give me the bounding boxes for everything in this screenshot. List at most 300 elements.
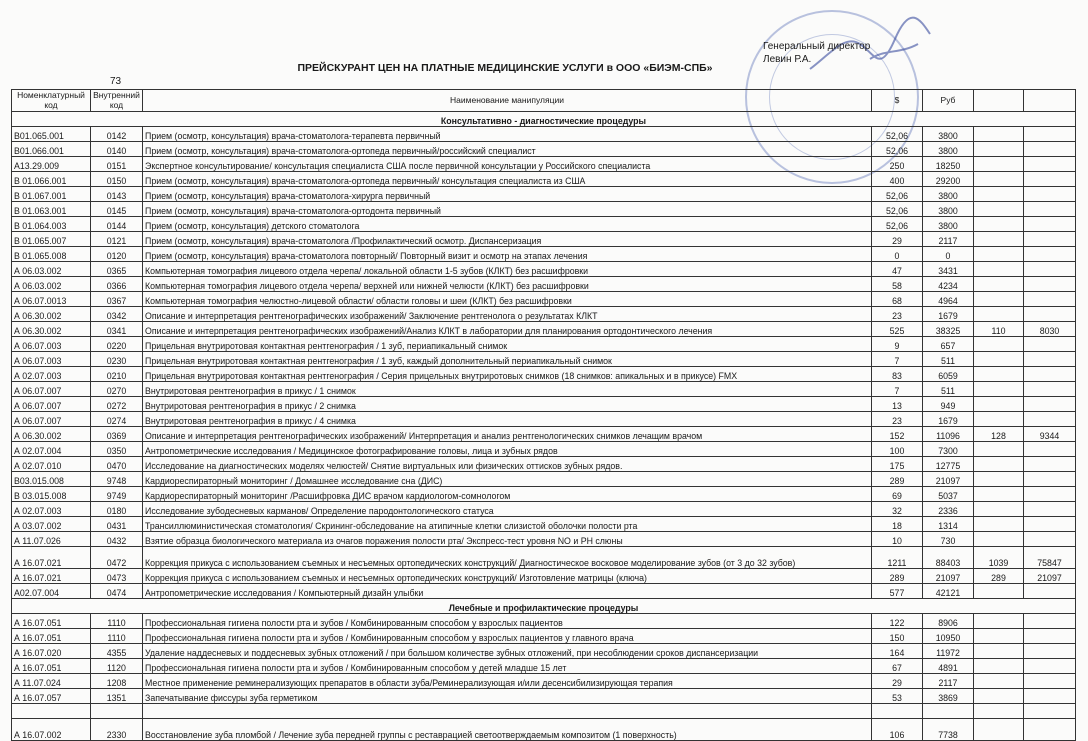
code-cell: А 06.07.003 [12,352,91,367]
code-cell: А 02.07.004 [12,442,91,457]
table-row [12,382,1076,397]
service-name-cell: Запечатывание фиссуры зуба герметиком [143,689,872,704]
price-usd-cell: 18 [872,517,923,532]
service-name-cell: Коррекция прикуса с использованием съемных и несъемных ортопедических конструкций/ Изготовление матрицы (ключа) [143,569,872,584]
service-name-cell: Удаление наддесневых и поддесневых зубных отложений / при большом количестве зубных отложений, при несоблюдении сроков диспансеризации [143,644,872,659]
extra-price-1-cell [974,487,1024,502]
extra-price-1-cell [974,187,1024,202]
extra-price-2-cell: 21097 [1024,569,1076,584]
price-usd-cell: 58 [872,277,923,292]
price-rub-cell: 1679 [923,412,974,427]
price-usd-cell: 7 [872,382,923,397]
table-row [12,352,1076,367]
extra-price-1-cell [974,292,1024,307]
internal-code-cell: 0474 [91,584,143,599]
header-rub: Руб [923,90,974,112]
extra-price-2-cell [1024,532,1076,547]
extra-price-1-cell [974,659,1024,674]
price-usd-cell: 150 [872,629,923,644]
internal-code-cell: 0365 [91,262,143,277]
price-usd-cell: 100 [872,442,923,457]
blank-cell [1024,704,1076,719]
price-rub-cell: 2117 [923,674,974,689]
price-rub-cell: 0 [923,247,974,262]
price-rub-cell: 730 [923,532,974,547]
price-usd-cell: 525 [872,322,923,337]
extra-price-1-cell [974,262,1024,277]
extra-price-1-cell [974,232,1024,247]
header-internal-code: Внутренний код [91,90,143,112]
price-usd-cell: 400 [872,172,923,187]
section-row [12,599,1076,614]
extra-price-2-cell [1024,472,1076,487]
price-rub-cell: 11096 [923,427,974,442]
table-row [12,412,1076,427]
extra-price-2-cell [1024,397,1076,412]
service-name-cell: Прицельная внутриротовая контактная рентгенография / 1 зуб, периапикальный снимок [143,337,872,352]
price-usd-cell: 29 [872,674,923,689]
internal-code-cell: 0341 [91,322,143,337]
extra-price-2-cell [1024,689,1076,704]
table-row [12,547,1076,569]
extra-price-2-cell [1024,457,1076,472]
header-extra-2 [1024,90,1076,112]
table-row [12,277,1076,292]
extra-price-2-cell [1024,674,1076,689]
table-row [12,262,1076,277]
code-cell: В 01.064.003 [12,217,91,232]
extra-price-2-cell [1024,614,1076,629]
price-usd-cell: 122 [872,614,923,629]
extra-price-1-cell [974,532,1024,547]
code-cell: А 06.07.007 [12,382,91,397]
code-cell: В01.066.001 [12,142,91,157]
header-usd: $ [872,90,923,112]
price-usd-cell: 52,06 [872,187,923,202]
table-row [12,427,1076,442]
internal-code-cell: 0210 [91,367,143,382]
internal-code-cell: 0369 [91,427,143,442]
price-rub-cell: 3800 [923,142,974,157]
price-rub-cell: 21097 [923,569,974,584]
code-cell: А 06.30.002 [12,307,91,322]
extra-price-2-cell [1024,262,1076,277]
code-cell: В 01.065.008 [12,247,91,262]
price-rub-cell: 7300 [923,442,974,457]
price-rub-cell: 4891 [923,659,974,674]
internal-code-cell: 0470 [91,457,143,472]
code-cell: А13.29.009 [12,157,91,172]
internal-code-cell: 1351 [91,689,143,704]
extra-price-1-cell [974,644,1024,659]
code-cell: А 06.07.007 [12,397,91,412]
price-usd-cell: 152 [872,427,923,442]
extra-price-1-cell [974,247,1024,262]
extra-price-2-cell [1024,442,1076,457]
table-row [12,217,1076,232]
table-row [12,142,1076,157]
code-cell: А 16.07.057 [12,689,91,704]
price-usd-cell: 52,06 [872,142,923,157]
price-usd-cell: 47 [872,262,923,277]
service-name-cell: Антропометрические исследования / Компьютерный дизайн улыбки [143,584,872,599]
price-usd-cell: 68 [872,292,923,307]
extra-price-2-cell [1024,644,1076,659]
price-rub-cell: 2336 [923,502,974,517]
extra-price-1-cell: 289 [974,569,1024,584]
table-row [12,502,1076,517]
table-row [12,442,1076,457]
header-extra-1 [974,90,1024,112]
extra-price-1-cell [974,397,1024,412]
price-rub-cell: 1314 [923,517,974,532]
price-usd-cell: 1211 [872,547,923,569]
price-rub-cell: 18250 [923,157,974,172]
table-row [12,232,1076,247]
price-rub-cell: 29200 [923,172,974,187]
price-rub-cell: 8906 [923,614,974,629]
extra-price-1-cell [974,382,1024,397]
section-title: Лечебные и профилактические процедуры [12,599,1076,614]
table-row [12,517,1076,532]
code-cell: А 16.07.051 [12,659,91,674]
price-usd-cell: 52,06 [872,217,923,232]
code-cell: А 16.07.051 [12,629,91,644]
extra-price-2-cell [1024,292,1076,307]
extra-price-2-cell [1024,232,1076,247]
price-rub-cell: 511 [923,352,974,367]
extra-price-1-cell [974,217,1024,232]
internal-code-cell: 1110 [91,614,143,629]
price-rub-cell: 949 [923,397,974,412]
blank-cell [974,704,1024,719]
internal-code-cell: 0432 [91,532,143,547]
extra-price-1-cell [974,614,1024,629]
internal-code-cell: 0342 [91,307,143,322]
code-cell: А 06.07.007 [12,412,91,427]
blank-cell [143,704,872,719]
price-usd-cell: 7 [872,352,923,367]
extra-price-1-cell [974,337,1024,352]
internal-code-cell: 0431 [91,517,143,532]
price-rub-cell: 3800 [923,187,974,202]
extra-price-1-cell [974,719,1024,741]
price-usd-cell: 67 [872,659,923,674]
price-usd-cell: 0 [872,247,923,262]
price-rub-cell: 2117 [923,232,974,247]
price-usd-cell: 23 [872,412,923,427]
price-usd-cell: 577 [872,584,923,599]
price-rub-cell: 1679 [923,307,974,322]
service-name-cell: Исследование зубодесневых карманов/ Определение пародонтологического статуса [143,502,872,517]
extra-price-1-cell [974,629,1024,644]
price-usd-cell: 52,06 [872,202,923,217]
table-row [12,127,1076,142]
extra-price-1-cell [974,689,1024,704]
price-usd-cell: 10 [872,532,923,547]
code-cell: А 06.07.003 [12,337,91,352]
extra-price-1-cell [974,584,1024,599]
internal-code-cell: 0230 [91,352,143,367]
internal-code-cell: 4355 [91,644,143,659]
price-rub-cell: 6059 [923,367,974,382]
service-name-cell: Прием (осмотр, консультация) врача-стоматолога-хирурга первичный [143,187,872,202]
table-row [12,187,1076,202]
service-name-cell: Прием (осмотр, консультация) врача-стоматолога-ортодонта первичный [143,202,872,217]
extra-price-1-cell [974,367,1024,382]
code-cell: А 11.07.024 [12,674,91,689]
internal-code-cell: 0145 [91,202,143,217]
code-cell: А 11.07.026 [12,532,91,547]
extra-price-2-cell [1024,127,1076,142]
extra-price-1-cell [974,142,1024,157]
service-name-cell: Описание и интерпретация рентгенографических изображений/ Интерпретация и анализ рентгенологических снимков лечащим врачом [143,427,872,442]
price-usd-cell: 9 [872,337,923,352]
table-row [12,644,1076,659]
internal-code-cell: 0220 [91,337,143,352]
table-row [12,659,1076,674]
extra-price-1-cell [974,412,1024,427]
extra-price-1-cell [974,502,1024,517]
code-cell: А 06.03.002 [12,262,91,277]
code-cell: А 02.07.003 [12,367,91,382]
service-name-cell: Кардиореспираторный мониторинг / Домашнее исследование сна (ДИС) [143,472,872,487]
service-name-cell: Внутриротовая рентгенография в прикус / 2 снимка [143,397,872,412]
price-rub-cell: 657 [923,337,974,352]
price-rub-cell: 4964 [923,292,974,307]
internal-code-cell: 0151 [91,157,143,172]
table-row [12,457,1076,472]
price-rub-cell: 7738 [923,719,974,741]
table-row [12,292,1076,307]
extra-price-1-cell: 128 [974,427,1024,442]
extra-price-1-cell [974,674,1024,689]
internal-code-cell: 0270 [91,382,143,397]
table-row [12,472,1076,487]
director-title: Генеральный директор [763,41,871,52]
internal-code-cell: 2330 [91,719,143,741]
extra-price-2-cell: 75847 [1024,547,1076,569]
document-counter: 73 [110,76,122,87]
extra-price-1-cell [974,352,1024,367]
service-name-cell: Прием (осмотр, консультация) врача-стоматолога-терапевта первичный [143,127,872,142]
blank-row [12,704,1076,719]
extra-price-2-cell [1024,719,1076,741]
table-row [12,719,1076,741]
extra-price-1-cell [974,307,1024,322]
extra-price-2-cell [1024,217,1076,232]
extra-price-1-cell [974,442,1024,457]
table-row [12,202,1076,217]
price-rub-cell: 511 [923,382,974,397]
blank-cell [91,704,143,719]
code-cell: А02.07.004 [12,584,91,599]
price-usd-cell: 69 [872,487,923,502]
table-row [12,367,1076,382]
internal-code-cell: 0472 [91,547,143,569]
service-name-cell: Профессиональная гигиена полости рта и зубов / Комбинированным способом у детей младше 15 лет [143,659,872,674]
service-name-cell: Прием (осмотр, консультация) врача-стоматолога-ортопеда первичный/ консультация специалиста из США [143,172,872,187]
service-name-cell: Прицельная внутриротовая контактная рентгенография / Серия прицельных внутриротовых снимков (18 снимков: апикальных и в прикусе) FMX [143,367,872,382]
internal-code-cell: 0120 [91,247,143,262]
extra-price-1-cell [974,202,1024,217]
price-rub-cell: 12775 [923,457,974,472]
service-name-cell: Прием (осмотр, консультация) врача-стоматолога-ортопеда первичный/российский специалист [143,142,872,157]
table-row [12,487,1076,502]
code-cell: В 01.063.001 [12,202,91,217]
code-cell: В01.065.001 [12,127,91,142]
price-rub-cell: 10950 [923,629,974,644]
service-name-cell: Внутриротовая рентгенография в прикус / 4 снимка [143,412,872,427]
price-usd-cell: 250 [872,157,923,172]
price-rub-cell: 88403 [923,547,974,569]
service-name-cell: Компьютерная томография челюстно-лицевой области/ области головы и шеи (КЛКТ) без расшифровки [143,292,872,307]
director-name: Левин Р.А. [763,54,812,65]
table-row [12,397,1076,412]
extra-price-1-cell [974,127,1024,142]
extra-price-2-cell [1024,157,1076,172]
service-name-cell: Экспертное консультирование/ консультация специалиста США после первичной консультации у Российского специалиста [143,157,872,172]
internal-code-cell: 0144 [91,217,143,232]
price-rub-cell: 3869 [923,689,974,704]
internal-code-cell: 9749 [91,487,143,502]
service-name-cell: Внутриротовая рентгенография в прикус / 1 снимок [143,382,872,397]
price-usd-cell: 53 [872,689,923,704]
service-name-cell: Взятие образца биологического материала из очагов поражения полости рта/ Экспресс-тест уровня NO и PH слюны [143,532,872,547]
service-name-cell: Прицельная внутриротовая контактная рентгенография / 1 зуб, каждый дополнительный периапикальный снимок [143,352,872,367]
price-usd-cell: 106 [872,719,923,741]
internal-code-cell: 0180 [91,502,143,517]
internal-code-cell: 0140 [91,142,143,157]
table-row [12,172,1076,187]
price-usd-cell: 52,06 [872,127,923,142]
internal-code-cell: 0143 [91,187,143,202]
service-name-cell: Коррекция прикуса с использованием съемных и несъемных ортопедических конструкций/ Диагностическое восковое моделирование зубов (от 3 до 32 зубов) [143,547,872,569]
blank-cell [872,704,923,719]
extra-price-2-cell [1024,277,1076,292]
service-name-cell: Трансиллюминистическая стоматология/ Скрининг-обследование на атипичные клетки слизистой оболочки полости рта [143,517,872,532]
extra-price-2-cell [1024,584,1076,599]
extra-price-2-cell: 9344 [1024,427,1076,442]
price-rub-cell: 21097 [923,472,974,487]
code-cell: А 06.03.002 [12,277,91,292]
table-row [12,569,1076,584]
extra-price-2-cell [1024,337,1076,352]
table-row [12,674,1076,689]
price-usd-cell: 23 [872,307,923,322]
extra-price-2-cell [1024,172,1076,187]
table-row [12,247,1076,262]
code-cell: В 01.067.001 [12,187,91,202]
header-name: Наименование манипуляции [143,90,872,112]
code-cell: А 16.07.002 [12,719,91,741]
extra-price-1-cell [974,457,1024,472]
code-cell: В 01.066.001 [12,172,91,187]
code-cell: В 01.065.007 [12,232,91,247]
table-row [12,614,1076,629]
section-title: Консультативно - диагностические процедуры [12,112,1076,127]
price-usd-cell: 13 [872,397,923,412]
internal-code-cell: 0367 [91,292,143,307]
code-cell: А 16.07.020 [12,644,91,659]
internal-code-cell: 1110 [91,629,143,644]
extra-price-2-cell [1024,629,1076,644]
price-rub-cell: 38325 [923,322,974,337]
price-usd-cell: 164 [872,644,923,659]
internal-code-cell: 0350 [91,442,143,457]
internal-code-cell: 0150 [91,172,143,187]
internal-code-cell: 0272 [91,397,143,412]
table-row [12,307,1076,322]
price-rub-cell: 3431 [923,262,974,277]
table-row [12,157,1076,172]
extra-price-1-cell: 1039 [974,547,1024,569]
extra-price-2-cell [1024,352,1076,367]
service-name-cell: Компьютерная томография лицевого отдела черепа/ верхней или нижней челюсти (КЛКТ) без расшифровки [143,277,872,292]
extra-price-2-cell [1024,382,1076,397]
code-cell: А 06.30.002 [12,427,91,442]
extra-price-1-cell [974,517,1024,532]
price-table [11,89,1076,741]
service-name-cell: Прием (осмотр, консультация) врача-стоматолога повторный/ Повторный визит и осмотр на этапах лечения [143,247,872,262]
header-code: Номенклатурный код [12,90,91,112]
code-cell: В03.015.008 [12,472,91,487]
code-cell: А 16.07.021 [12,547,91,569]
blank-cell [12,704,91,719]
extra-price-2-cell [1024,187,1076,202]
extra-price-2-cell [1024,502,1076,517]
extra-price-2-cell [1024,142,1076,157]
service-name-cell: Компьютерная томография лицевого отдела черепа/ локальной области 1-5 зубов (КЛКТ) без расшифровки [143,262,872,277]
price-rub-cell: 3800 [923,217,974,232]
table-header-row [12,90,1076,112]
service-name-cell: Профессиональная гигиена полости рта и зубов / Комбинированным способом у взрослых пациентов у главного врача [143,629,872,644]
service-name-cell: Антропометрические исследования / Медицинское фотографирование головы, лица и зубных рядов [143,442,872,457]
price-usd-cell: 32 [872,502,923,517]
price-usd-cell: 29 [872,232,923,247]
price-usd-cell: 175 [872,457,923,472]
internal-code-cell: 1120 [91,659,143,674]
service-name-cell: Профессиональная гигиена полости рта и зубов / Комбинированным способом у взрослых пациентов [143,614,872,629]
service-name-cell: Кардиореспираторный мониторинг /Расшифровка ДИС врачом кардиологом-сомнологом [143,487,872,502]
table-row [12,584,1076,599]
table-row [12,689,1076,704]
code-cell: А 06.07.0013 [12,292,91,307]
code-cell: А 03.07.002 [12,517,91,532]
table-row [12,532,1076,547]
price-rub-cell: 5037 [923,487,974,502]
code-cell: В 03.015.008 [12,487,91,502]
extra-price-1-cell [974,172,1024,187]
service-name-cell: Прием (осмотр, консультация) врача-стоматолога /Профилактический осмотр. Диспансеризация [143,232,872,247]
extra-price-2-cell [1024,202,1076,217]
extra-price-2-cell [1024,307,1076,322]
extra-price-2-cell [1024,517,1076,532]
price-rub-cell: 4234 [923,277,974,292]
section-row [12,112,1076,127]
table-row [12,322,1076,337]
service-name-cell: Описание и интерпретация рентгенографических изображений/Анализ КЛКТ в лаборатории для планирования ортодонтического лечения [143,322,872,337]
extra-price-2-cell: 8030 [1024,322,1076,337]
code-cell: А 16.07.051 [12,614,91,629]
blank-cell [923,704,974,719]
internal-code-cell: 0121 [91,232,143,247]
price-rub-cell: 42121 [923,584,974,599]
table-row [12,337,1076,352]
internal-code-cell: 1208 [91,674,143,689]
internal-code-cell: 0366 [91,277,143,292]
price-rub-cell: 11972 [923,644,974,659]
